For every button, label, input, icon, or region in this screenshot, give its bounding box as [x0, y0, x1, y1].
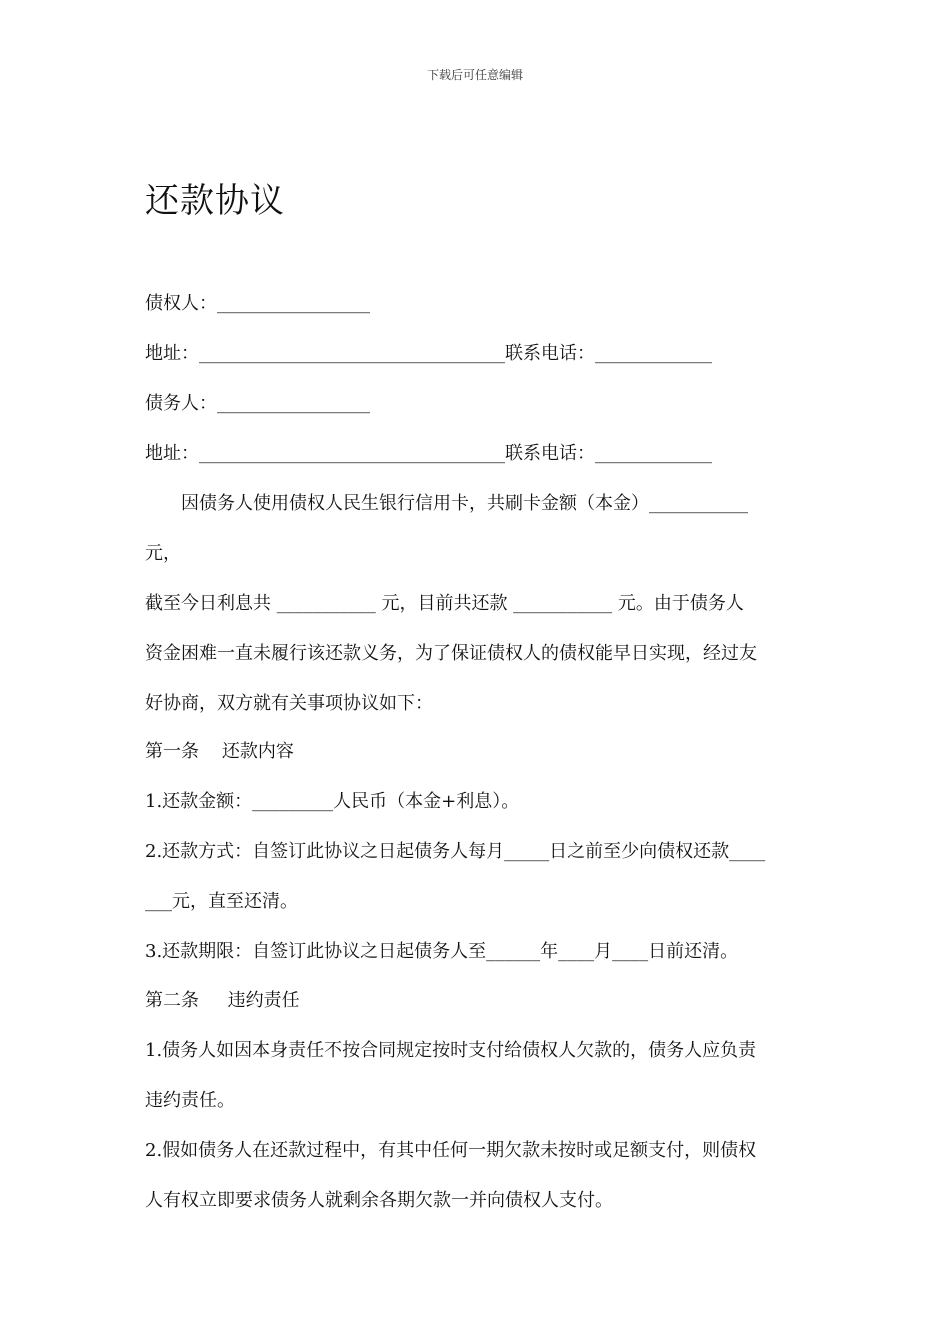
paragraph-line: 元， — [145, 543, 181, 564]
clause-line: 2.还款方式：自签订此协议之日起债务人每月_____日之前至少向债权还款____ — [145, 841, 766, 862]
paragraph-line: 因债务人使用债权人民生银行信用卡，共刷卡金额（本金）___________ — [181, 493, 748, 514]
paragraph-line: 资金困难一直未履行该还款义务，为了保证债权人的债权能早日实现，经过友 — [145, 643, 757, 664]
document-title: 还款协议 — [145, 181, 285, 221]
paragraph-line: 好协商，双方就有关事项协议如下： — [145, 693, 433, 714]
debtor-address-line: 地址：__________________________________联系电话：_____________ — [145, 443, 712, 464]
creditor-address-line: 地址：__________________________________联系电话：_____________ — [145, 343, 712, 364]
clause-line: 违约责任。 — [145, 1090, 235, 1111]
paragraph-line: 截至今日利息共 ___________ 元，目前共还款 ___________ 元。由于债务人 — [145, 593, 744, 614]
header-note: 下载后可任意编辑 — [426, 68, 523, 82]
section-heading: 第二条 违约责任 — [145, 990, 300, 1011]
clause-line: 人有权立即要求债务人就剩余各期欠款一并向债权人支付。 — [145, 1190, 613, 1211]
section-heading: 第一条 还款内容 — [145, 741, 294, 762]
clause-line: 1.债务人如因本身责任不按合同规定按时支付给债权人欠款的，债务人应负责 — [145, 1040, 757, 1061]
clause-line: ___元，直至还清。 — [145, 891, 298, 912]
clause-line: 1.还款金额：_________人民币（本金+利息）。 — [145, 791, 520, 812]
clause-line: 2.假如债务人在还款过程中，有其中任何一期欠款未按时或足额支付，则债权 — [145, 1140, 757, 1161]
creditor-line: 债权人：_________________ — [145, 293, 370, 314]
clause-line: 3.还款期限：自签订此协议之日起债务人至______年____月____日前还清。 — [145, 941, 739, 962]
debtor-line: 债务人：_________________ — [145, 393, 370, 414]
